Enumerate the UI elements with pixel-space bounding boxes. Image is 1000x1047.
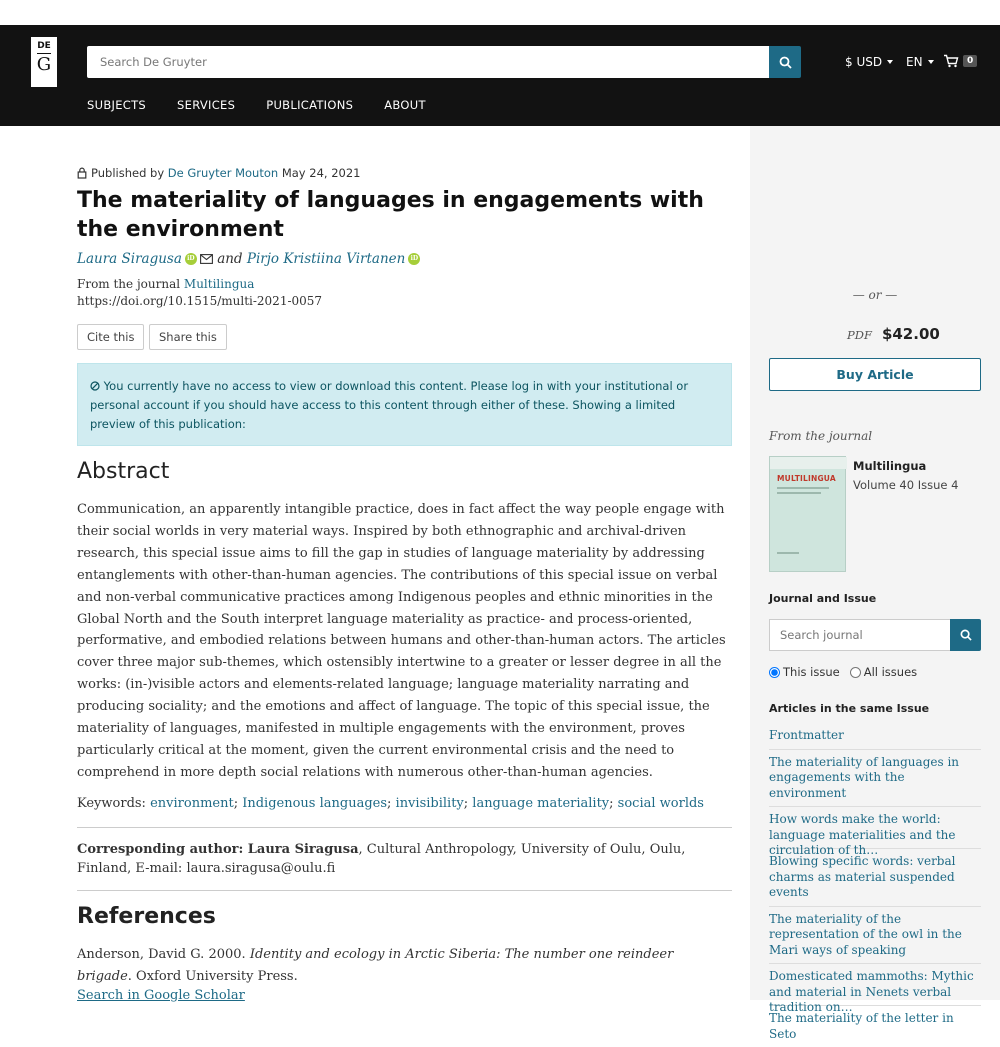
keyword-link[interactable]: Indigenous languages [242, 796, 388, 811]
orcid-icon[interactable]: iD [185, 253, 197, 265]
pdf-label: PDF [847, 328, 872, 342]
google-scholar-link[interactable]: Search in Google Scholar [77, 988, 245, 1003]
divider [77, 890, 732, 891]
issue-article-link[interactable]: How words make the world: language materialities and the circulation of th… [769, 807, 981, 849]
keyword-link[interactable]: language materiality [472, 796, 610, 811]
nav-about[interactable]: ABOUT [384, 98, 426, 112]
radio-this-issue-input[interactable] [769, 667, 780, 678]
abstract-text: Communication, an apparently intangible practice, does in fact affect the way people engage with their social worlds in very material ways. Inspired by both ethnographic and archival-driven research, this special issue aims to fill the gap in studies of language materiality by addressing entanglements with other-than-human agencies. The contributions of this special issue on verbal and non-verbal communicative practices among Indigenous peoples and ethnic minorities in the Global North and the South interpret language materiality as practice- and process-oriented, performative, and embodied relations between humans and other-than-human actors. The articles cover three major sub-themes, which ostensibly intertwine to a greater or lesser degree in all the works: (in-)visible actors and elements-related language; language materiality narrating and producing sociality; and the emotions and affect of language. The topic of this special issue, the materiality of languages, manifested in multiple engagements with the environment, proves particularly critical at the moment, given the current environmental crisis and the need to comprehend in more depth social relations with numerous other-than-human agencies. [77, 502, 726, 780]
cart-icon [943, 54, 959, 68]
cart-button[interactable] [943, 54, 977, 68]
cover-line [777, 552, 799, 554]
published-prefix: Published by [91, 166, 165, 180]
access-notice [77, 363, 732, 446]
journal-link[interactable]: Multilingua [183, 277, 255, 291]
journal-search-button[interactable] [950, 619, 981, 651]
publish-date: May 24, 2021 [281, 166, 361, 180]
keyword-link[interactable]: environment [150, 796, 234, 811]
abstract-heading: Abstract [77, 459, 170, 484]
author-link-2[interactable]: Pirjo Kristiina Virtanen [246, 251, 406, 267]
corresponding-author-details: , Cultural Anthropology, University of Oulu, Oulu, Finland, E-mail: laura.siragusa@oulu.fi [77, 842, 686, 876]
site-search-button[interactable] [769, 46, 801, 78]
lock-icon [77, 167, 87, 179]
or-separator: — or — [852, 288, 898, 302]
logo-g: G [36, 54, 52, 75]
sidebar [750, 126, 1000, 1041]
language-dropdown[interactable] [906, 55, 934, 69]
issue-article-link[interactable]: Frontmatter [769, 724, 981, 750]
radio-all-issues-label: All issues [863, 665, 918, 679]
keyword-link[interactable]: social worlds [617, 796, 704, 811]
degruyter-logo[interactable] [31, 37, 57, 87]
from-journal-label: From the journal [769, 429, 873, 443]
orcid-icon[interactable]: iD [408, 253, 420, 265]
radio-all-issues-input[interactable] [850, 667, 861, 678]
issue-article-link[interactable]: The materiality of languages in engagements with the environment [769, 750, 981, 808]
cover-title: MULTILINGUA [777, 474, 836, 483]
radio-all-issues[interactable] [850, 665, 917, 679]
email-icon[interactable] [200, 254, 213, 264]
chevron-down-icon [928, 60, 934, 64]
articles-heading: Articles in the same Issue [769, 702, 930, 715]
radio-this-issue-label: This issue [783, 665, 840, 679]
keywords-line: Keywords: environment; Indigenous languages; invisibility; language materiality; social worlds [77, 796, 704, 811]
divider [77, 827, 732, 828]
site-header [0, 25, 1000, 126]
article-title: The materiality of languages in engagements with the environment [77, 188, 704, 242]
site-search-input[interactable] [87, 46, 769, 78]
buy-article-button[interactable]: Buy Article [769, 358, 981, 391]
references-heading: References [77, 904, 216, 929]
reference-author-year: Anderson, David G. 2000. [77, 947, 246, 962]
journal-issue-heading: Journal and Issue [769, 592, 877, 605]
chevron-down-icon [887, 60, 893, 64]
ban-icon [90, 381, 100, 391]
issue-article-link[interactable]: The materiality of the letter in Seto [769, 1011, 954, 1041]
access-notice-text: You currently have no access to view or download this content. Please log in with your institutional or personal account if you should have access to this content through either of these. Showing a limited preview of this publication: [90, 379, 689, 431]
issue-article-link[interactable]: The materiality of the representation of the owl in the Mari ways of speaking [769, 907, 981, 965]
logo-de: DE [37, 41, 51, 51]
cover-line [777, 492, 821, 494]
journal-cover[interactable] [769, 456, 846, 572]
journal-name[interactable]: Multilingua [853, 459, 927, 473]
publisher-link[interactable]: De Gruyter Mouton [167, 166, 279, 180]
published-line [77, 166, 360, 180]
share-button[interactable]: Share this [149, 324, 227, 350]
corresponding-author-label: Corresponding author: Laura Siragusa [77, 842, 359, 857]
from-journal-prefix: From the journal [77, 277, 181, 291]
cite-button[interactable]: Cite this [77, 324, 144, 350]
currency-label: $ USD [845, 55, 883, 69]
nav-publications[interactable]: PUBLICATIONS [266, 98, 354, 112]
corresponding-author [77, 840, 732, 878]
search-scope [769, 665, 927, 679]
cover-stripe [770, 457, 847, 469]
language-label: EN [906, 55, 923, 69]
reference-publisher: . Oxford University Press. [127, 969, 298, 984]
search-icon [960, 629, 972, 641]
radio-this-issue[interactable] [769, 665, 840, 679]
cart-count-badge: 0 [963, 55, 977, 67]
doi: https://doi.org/10.1515/multi-2021-0057 [77, 294, 323, 308]
journal-line [77, 277, 254, 291]
keyword-link[interactable]: invisibility [395, 796, 464, 811]
authors-line [77, 251, 420, 267]
price-row [847, 325, 940, 343]
issue-article-link[interactable]: Domesticated mammoths: Mythic and material in Nenets verbal tradition on… [769, 964, 981, 1006]
volume-issue[interactable]: Volume 40 Issue 4 [853, 478, 959, 492]
cover-line [777, 487, 829, 489]
search-icon [779, 56, 792, 69]
nav-services[interactable]: SERVICES [177, 98, 236, 112]
author-link-1[interactable]: Laura Siragusa [77, 251, 182, 267]
authors-and: and [217, 251, 243, 267]
currency-dropdown[interactable] [845, 55, 893, 69]
same-issue-list [769, 724, 981, 1047]
reference-title: Identity and ecology in Arctic Siberia: The number one reindeer brigade [77, 947, 674, 984]
main-nav [87, 98, 457, 112]
journal-search-input[interactable] [769, 619, 950, 651]
top-strip [0, 0, 1000, 25]
price: $42.00 [881, 325, 940, 343]
issue-article-link[interactable]: Blowing specific words: verbal charms as material suspended events [769, 849, 981, 907]
keywords-label: Keywords: [77, 796, 146, 811]
reference-item [77, 944, 732, 988]
nav-subjects[interactable]: SUBJECTS [87, 98, 147, 112]
